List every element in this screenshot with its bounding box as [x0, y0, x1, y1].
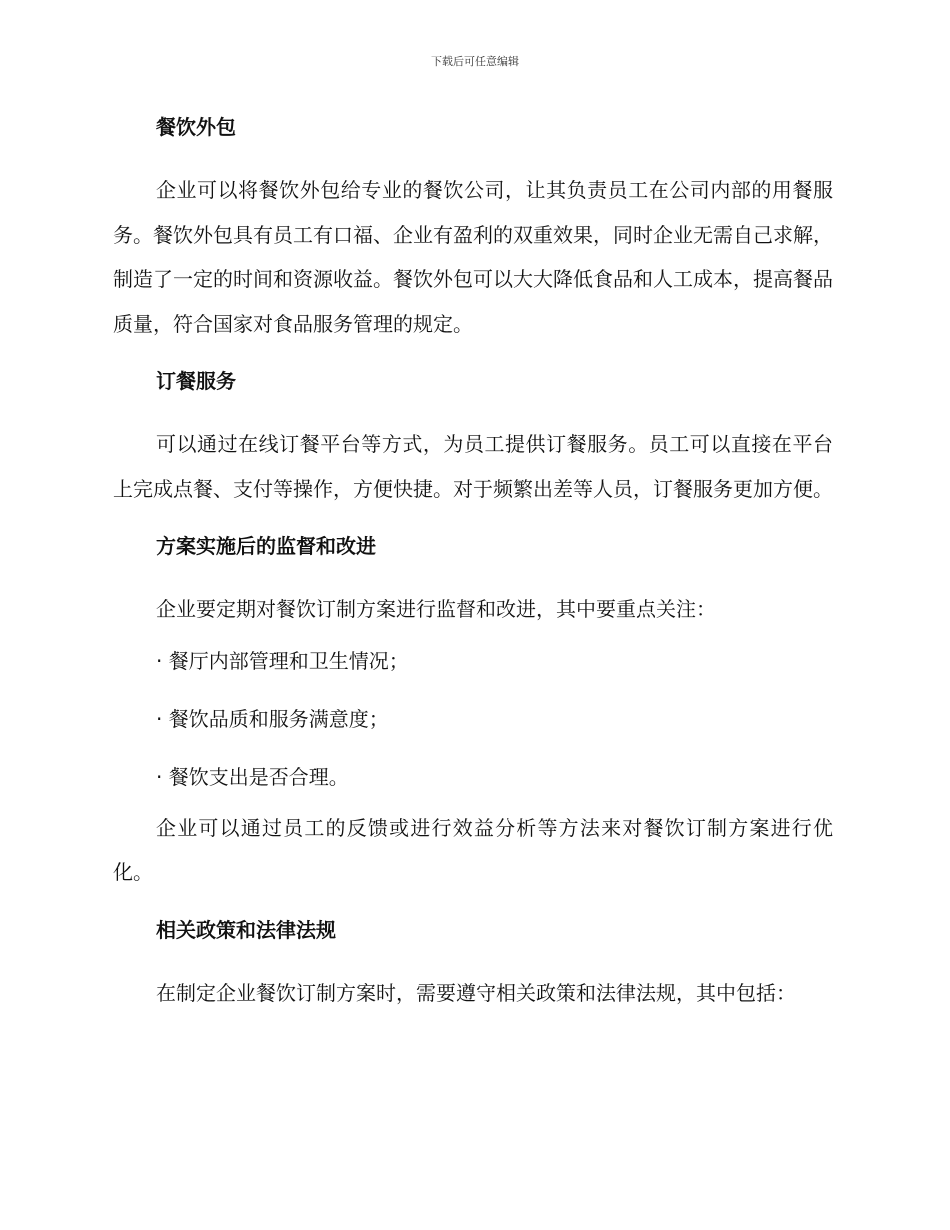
section-intro: 企业要定期对餐饮订制方案进行监督和改进，其中要重点关注： — [156, 597, 716, 621]
page-header-note: 下载后可任意编辑 — [431, 55, 519, 68]
section-heading: 相关政策和法律法规 — [156, 917, 336, 942]
section-paragraph: 企业可以将餐饮外包给专业的餐饮公司，让其负责员工在公司内部的用餐服务。餐饮外包具有员工有口福、企业有盈利的双重效果，同时企业无需自己求解，制造了一定的时间和资源收益。餐饮外包可以大大降低食品和人工成本，提高餐品质量，符合国家对食品服务管理的规定。 — [113, 178, 833, 336]
list-item: · 餐厅内部管理和卫生情况； — [156, 648, 409, 673]
section-supervision-improvement — [113, 531, 833, 895]
section-heading: 订餐服务 — [156, 369, 236, 393]
section-heading: 餐饮外包 — [156, 115, 236, 139]
section-meal-ordering — [113, 366, 833, 511]
list-item: · 餐饮品质和服务满意度； — [156, 706, 389, 731]
section-policies-regulations — [113, 915, 833, 1016]
section-closing-paragraph: 企业可以通过员工的反馈或进行效益分析等方法来对餐饮订制方案进行优化。 — [113, 815, 833, 884]
list-item: · 餐饮支出是否合理。 — [156, 764, 349, 789]
document-body — [113, 112, 833, 1015]
section-paragraph: 可以通过在线订餐平台等方式，为员工提供订餐服务。员工可以直接在平台上完成点餐、支付等操作，方便快捷。对于频繁出差等人员，订餐服务更加方便。 — [113, 432, 833, 501]
section-heading: 方案实施后的监督和改进 — [156, 534, 376, 558]
section-catering-outsourcing — [113, 112, 833, 346]
section-paragraph: 在制定企业餐饮订制方案时，需要遵守相关政策和法律法规，其中包括： — [156, 980, 796, 1005]
